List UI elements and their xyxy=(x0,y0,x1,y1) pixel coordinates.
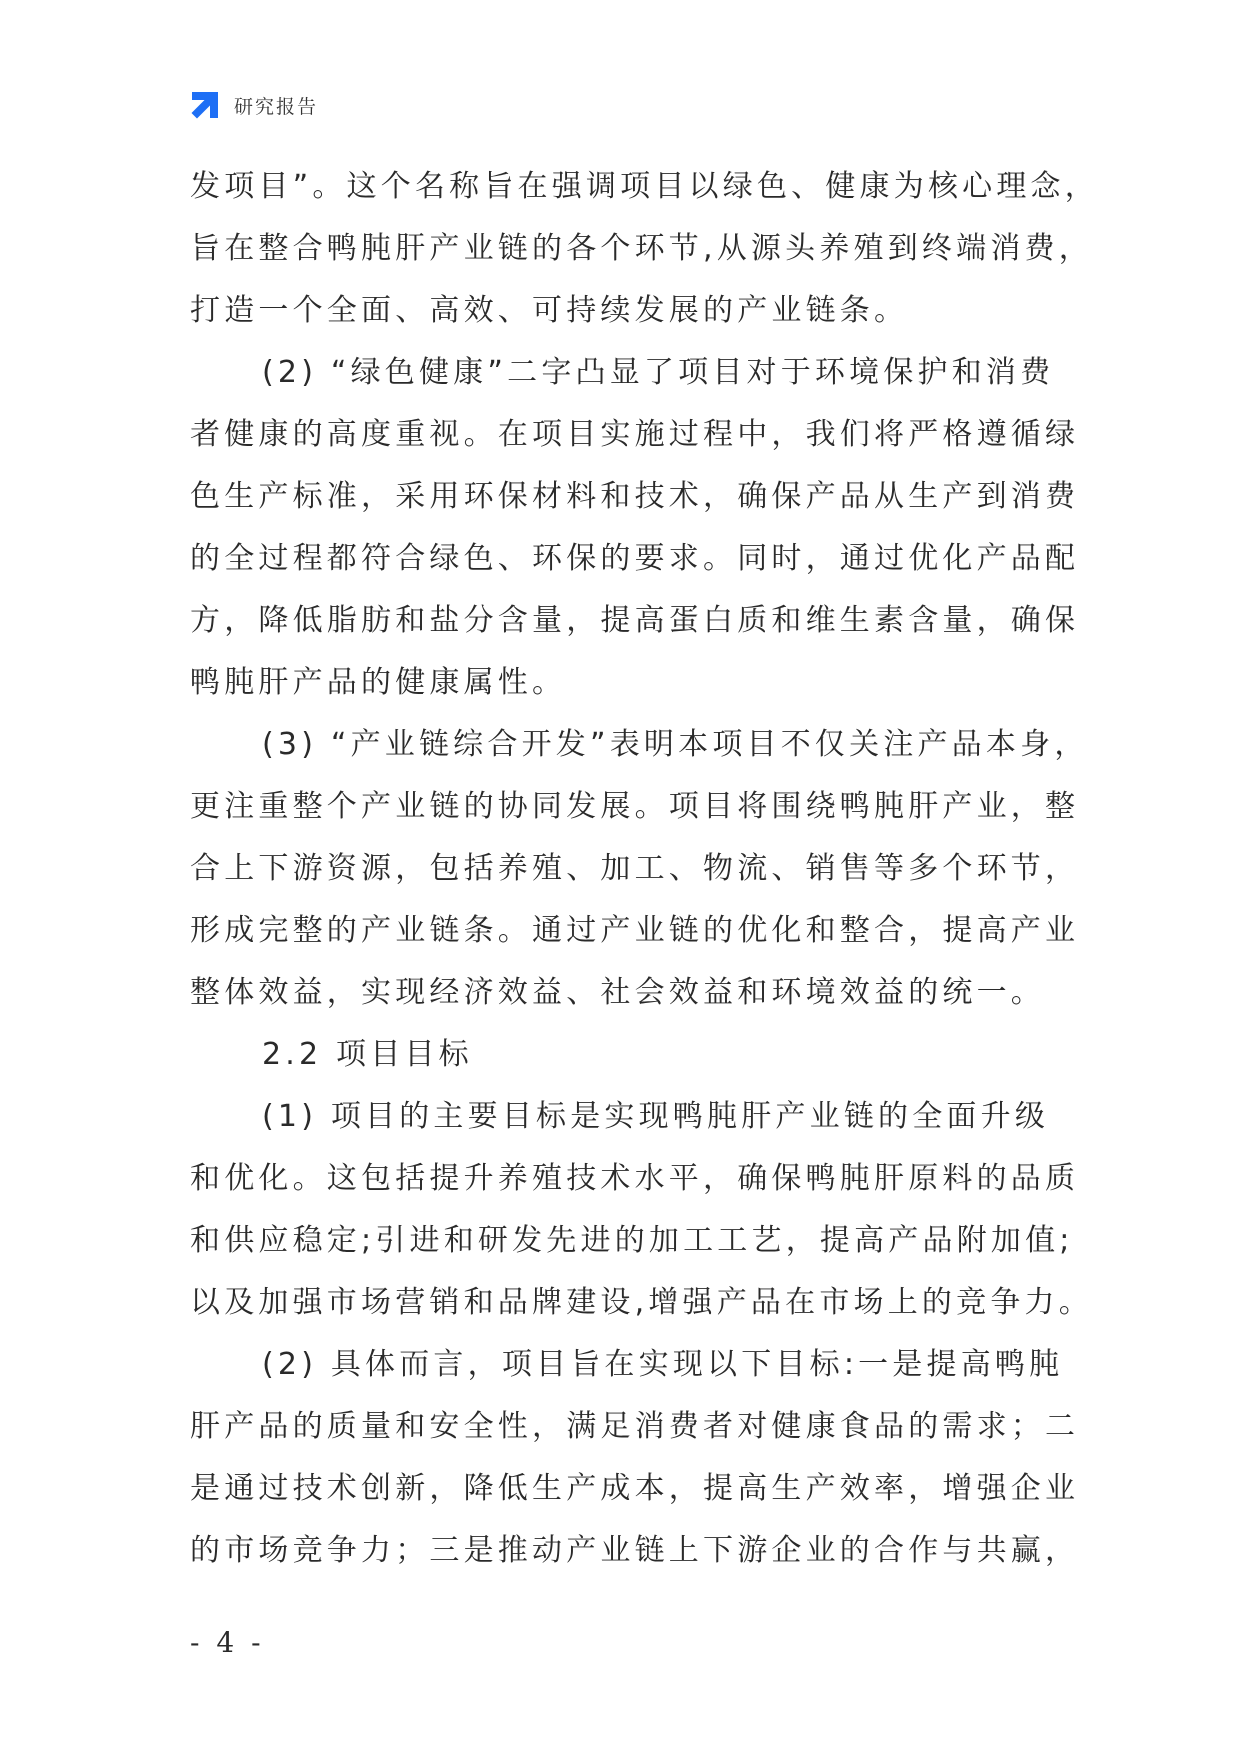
text-line: 方，降低脂肪和盐分含量，提高蛋白质和维生素含量，确保 xyxy=(190,603,1080,638)
text-line: 旨在整合鸭肫肝产业链的各个环节,从源头养殖到终端消费， xyxy=(190,231,1093,266)
text-line: (2) 具体而言，项目旨在实现以下目标:一是提高鸭肫 xyxy=(262,1347,1064,1382)
text-line: (3) “产业链综合开发”表明本项目不仅关注产品本身， xyxy=(262,727,1089,762)
text-line: 的全过程都符合绿色、环保的要求。同时，通过优化产品配 xyxy=(190,541,1080,576)
text-line: (2) “绿色健康”二字凸显了项目对于环境保护和消费 xyxy=(262,355,1055,390)
document-body xyxy=(190,156,1099,1582)
text-line: 以及加强市场营销和品牌建设,增强产品在市场上的竞争力。 xyxy=(190,1285,1093,1320)
page-number: - 4 - xyxy=(190,1626,265,1659)
text-line: 和优化。这包括提升养殖技术水平，确保鸭肫肝原料的品质 xyxy=(190,1161,1080,1196)
text-line: 者健康的高度重视。在项目实施过程中，我们将严格遵循绿 xyxy=(190,417,1080,452)
arrow-up-right-logo-icon xyxy=(188,88,222,122)
page-header xyxy=(188,88,318,122)
text-line: 和供应稳定;引进和研发先进的加工工艺，提高产品附加值; xyxy=(190,1223,1074,1258)
header-title: 研究报告 xyxy=(234,95,319,118)
text-line: 鸭肫肝产品的健康属性。 xyxy=(190,665,567,700)
text-line: (1) 项目的主要目标是实现鸭肫肝产业链的全面升级 xyxy=(262,1099,1050,1134)
text-line: 合上下游资源，包括养殖、加工、物流、销售等多个环节， xyxy=(190,851,1080,886)
text-line: 更注重整个产业链的协同发展。项目将围绕鸭肫肝产业，整 xyxy=(190,789,1080,824)
text-line: 的市场竞争力；三是推动产业链上下游企业的合作与共赢， xyxy=(190,1533,1080,1568)
text-line: 打造一个全面、高效、可持续发展的产业链条。 xyxy=(190,293,909,328)
text-line: 2.2 项目目标 xyxy=(262,1037,473,1072)
text-line: 整体效益，实现经济效益、社会效益和环境效益的统一。 xyxy=(190,975,1045,1010)
text-line: 肝产品的质量和安全性，满足消费者对健康食品的需求；二 xyxy=(190,1409,1080,1444)
text-line: 色生产标准，采用环保材料和技术，确保产品从生产到消费 xyxy=(190,479,1080,514)
text-line: 形成完整的产业链条。通过产业链的优化和整合，提高产业 xyxy=(190,913,1080,948)
text-line: 发项目”。这个名称旨在强调项目以绿色、健康为核心理念， xyxy=(190,169,1099,204)
text-line: 是通过技术创新，降低生产成本，提高生产效率，增强企业 xyxy=(190,1471,1080,1506)
